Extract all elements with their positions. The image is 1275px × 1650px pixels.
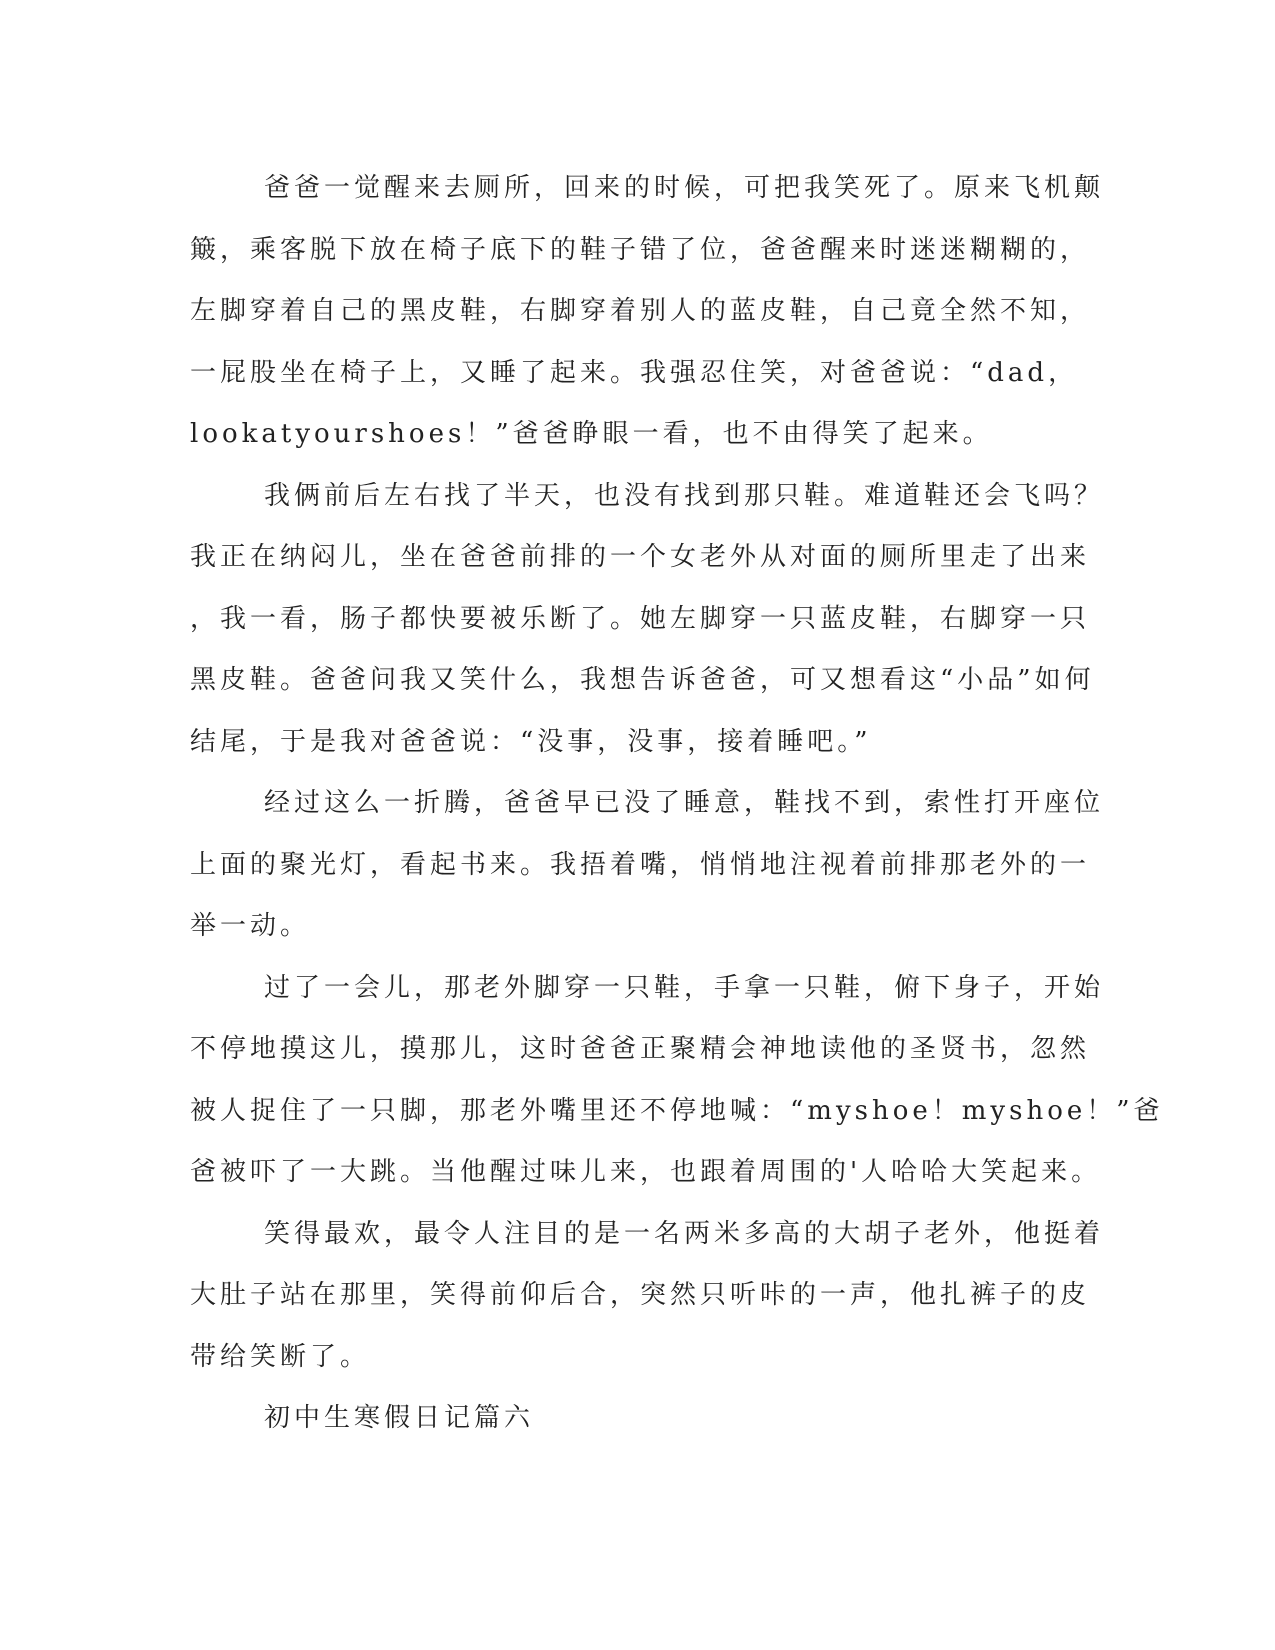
text-line: lookatyourshoes！”爸爸睁眼一看，也不由得笑了起来。 <box>190 419 993 449</box>
text-line: ，我一看，肠子都快要被乐断了。她左脚穿一只蓝皮鞋，右脚穿一只 <box>190 603 1091 634</box>
text-line: 爸爸一觉醒来去厕所，回来的时候，可把我笑死了。原来飞机颠 <box>264 173 1105 203</box>
text-line: 结尾，于是我对爸爸说：“没事，没事，接着睡吧。” <box>190 726 872 757</box>
document-body <box>190 158 1164 1450</box>
text-line: 左脚穿着自己的黑皮鞋，右脚穿着别人的蓝皮鞋，自己竟全然不知， <box>190 296 1091 326</box>
section-heading: 初中生寒假日记篇六 <box>264 1403 535 1433</box>
text-line: 黑皮鞋。爸爸问我又笑什么，我想告诉爸爸，可又想看这“小品”如何 <box>190 665 1095 695</box>
text-line: 经过这么一折腾，爸爸早已没了睡意，鞋找不到，索性打开座位 <box>264 788 1105 818</box>
text-line: 一屁股坐在椅子上，又睡了起来。我强忍住笑，对爸爸说：“dad， <box>190 357 1079 388</box>
text-line: 爸被吓了一大跳。当他醒过味儿来，也跟着周围的'人哈哈大笑起来。 <box>190 1157 1102 1187</box>
text-line: 带给笑断了。 <box>190 1341 371 1372</box>
text-line: 大肚子站在那里，笑得前仰后合，突然只听咔的一声，他扎裤子的皮 <box>190 1280 1091 1310</box>
text-line: 被人捉住了一只脚，那老外嘴里还不停地喊：“myshoe！myshoe！”爸 <box>190 1095 1164 1126</box>
text-line: 笑得最欢，最令人注目的是一名两米多高的大胡子老外，他挺着 <box>264 1218 1105 1249</box>
text-line: 不停地摸这儿，摸那儿，这时爸爸正聚精会神地读他的圣贤书，忽然 <box>190 1034 1091 1064</box>
text-line: 过了一会儿，那老外脚穿一只鞋，手拿一只鞋，俯下身子，开始 <box>264 972 1105 1003</box>
text-line: 我正在纳闷儿，坐在爸爸前排的一个女老外从对面的厕所里走了出来 <box>190 542 1091 572</box>
text-line: 簸，乘客脱下放在椅子底下的鞋子错了位，爸爸醒来时迷迷糊糊的， <box>190 234 1091 265</box>
text-line: 举一动。 <box>190 911 311 941</box>
text-line: 上面的聚光灯，看起书来。我捂着嘴，悄悄地注视着前排那老外的一 <box>190 849 1091 880</box>
text-line: 我俩前后左右找了半天，也没有找到那只鞋。难道鞋还会飞吗？ <box>264 480 1105 511</box>
